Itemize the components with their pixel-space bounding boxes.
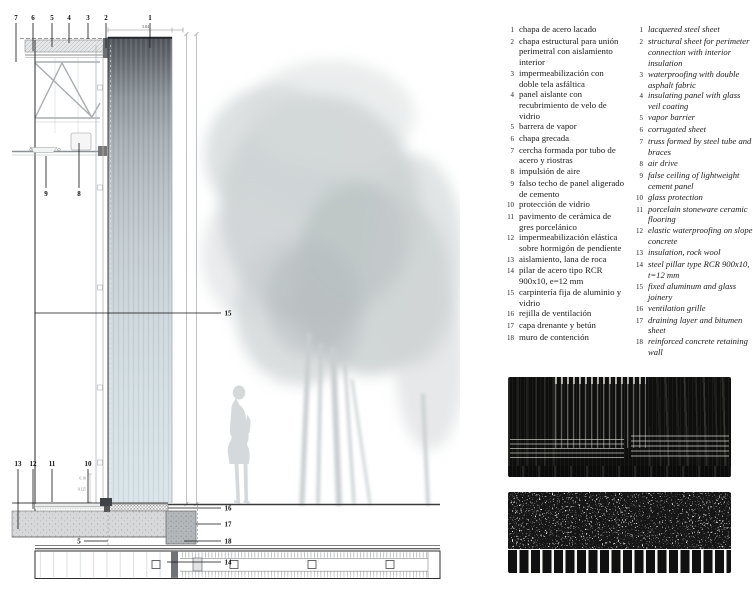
legend-item-es-1 (503, 24, 625, 36)
legend-item-text: reinforced concrete retaining wall (648, 336, 748, 358)
legend-item-number: 5 (639, 114, 643, 123)
legend-item-number: 8 (510, 168, 514, 177)
callout-number-18: 18 (224, 537, 232, 546)
legend-item-text: draining layer and bitumen sheet (648, 314, 743, 336)
callout-number-3: 3 (86, 14, 90, 22)
legend-item-es-4 (503, 89, 625, 121)
floor-slab (12, 511, 168, 537)
legend-item-number: 4 (639, 92, 643, 101)
legend-column-en (632, 24, 753, 358)
legend-item-text: protección de vidrio (519, 199, 590, 210)
legend-item-en-6 (632, 124, 753, 136)
legend-item-en-10 (632, 192, 753, 204)
roof-truss (35, 62, 100, 118)
legend-item-text: impermeabilización con doble tela asfáltica (519, 67, 604, 89)
legend-item-number: 3 (639, 70, 643, 79)
legend-item-text: impulsión de aire (519, 166, 581, 177)
legend-item-number: 7 (510, 146, 514, 155)
legend-item-number: 7 (639, 138, 643, 147)
legend-item-text: truss formed by steel tube and braces (648, 136, 752, 157)
legend-item-text: muro de contención (519, 331, 589, 342)
callout-number-8: 8 (77, 190, 81, 198)
legend-item-number: 14 (507, 267, 514, 276)
callout-number-9: 9 (44, 190, 48, 198)
legend-item-number: 6 (639, 126, 643, 135)
callout-number-16: 16 (224, 504, 232, 513)
legend-item-text: chapa de acero lacado (519, 24, 597, 34)
legend-item-en-11 (632, 204, 753, 226)
legend-item-es-17 (503, 320, 625, 332)
legend-item-text: ventilation grille (648, 302, 706, 313)
legend-item-number: 8 (639, 159, 643, 168)
legend-item-text: glass protection (648, 191, 703, 202)
legend-item-en-7 (632, 136, 753, 158)
callout-number-14: 14 (224, 558, 232, 567)
legend-item-en-12 (632, 225, 753, 247)
dim-top-width-label: 3.84 (141, 24, 150, 30)
legend-item-number: 12 (636, 227, 643, 236)
legend-item-text: corrugated sheet (648, 124, 706, 135)
legend-item-en-13 (632, 247, 753, 259)
legend-item-es-14 (503, 265, 625, 286)
legend-item-number: 18 (507, 333, 514, 342)
legend-item-text: panel aislante con recubrimiento de velo de vidrio (519, 89, 607, 121)
legend-item-en-4 (632, 90, 753, 112)
legend-item-number: 14 (636, 261, 643, 270)
legend-item-text: rejilla de ventilación (519, 308, 592, 319)
legend-item-number: 10 (507, 201, 514, 210)
callout-number-11: 11 (48, 460, 56, 468)
legend-item-number: 17 (636, 316, 643, 325)
legend-item-text: insulation, rock wool (648, 247, 721, 258)
legend-column-es (503, 24, 625, 343)
callout-number-4: 4 (67, 14, 71, 22)
legend-item-es-3 (503, 68, 625, 89)
legend-item-number: 10 (636, 193, 643, 202)
legend-item-en-2 (632, 36, 753, 69)
air-duct (71, 133, 91, 150)
legend-item-en-5 (632, 112, 753, 124)
legend-item-text: chapa grecada (519, 133, 570, 144)
legend-item-en-17 (632, 315, 753, 337)
facade-charcoal-image-2 (508, 492, 731, 573)
legend-item-text: false ceiling of lightweight cement panel (648, 169, 740, 191)
legend-item-en-16 (632, 303, 753, 315)
legend-item-es-12 (503, 232, 625, 253)
legend-item-es-15 (503, 287, 625, 308)
legend-item-text: elastic waterproofing on slope concrete (648, 225, 753, 247)
legend-item-number: 11 (636, 205, 643, 214)
callout-number-10: 10 (84, 460, 92, 468)
legend-item-number: 1 (510, 26, 514, 34)
legend-item-en-1 (632, 24, 753, 36)
legend-item-es-6 (503, 133, 625, 145)
person-silhouette (228, 386, 251, 504)
legend-item-es-7 (503, 145, 625, 166)
legend-item-en-9 (632, 170, 753, 192)
legend-item-number: 5 (510, 123, 514, 132)
legend-item-text: chapa estructural para unión perimetral con aislamiento interior (519, 35, 619, 68)
dimension-base (88, 474, 92, 502)
legend-item-number: 2 (510, 37, 514, 46)
legend-item-text: carpintería fija de aluminio y vidrio (519, 286, 622, 308)
legend-item-es-16 (503, 308, 625, 320)
legend-item-es-13 (503, 254, 625, 266)
dim-base-level-1: 0.10 (79, 476, 86, 481)
legend-item-text: aislamiento, lana de roca (519, 253, 607, 264)
legend-item-text: waterproofing with double asphalt fabric (648, 68, 740, 90)
legend-item-number: 16 (507, 310, 514, 319)
callout-number-12: 12 (29, 460, 37, 468)
steel-pillar-plan (308, 561, 316, 569)
legend-item-en-3 (632, 69, 753, 91)
charcoal-column-shading (508, 492, 731, 549)
legend-item-number: 15 (507, 288, 514, 297)
legend-item-text: pilar de acero tipo RCR 900x10, e=12 mm (519, 265, 603, 287)
legend-item-text: capa drenante y betún (519, 319, 596, 330)
legend-item-text: fixed aluminum and glass joinery (648, 280, 737, 302)
legend-item-es-11 (503, 211, 625, 232)
legend-item-number: 6 (510, 135, 514, 144)
legend-item-text: vapor barrier (648, 112, 696, 123)
legend-item-text: steel pillar type RCR 900x10, t=12 mm (648, 259, 750, 280)
legend-item-es-5 (503, 121, 625, 133)
legend-item-number: 3 (510, 69, 514, 78)
callout-number-6: 6 (31, 14, 35, 22)
legend-item-en-14 (632, 259, 753, 281)
legend-item-text: structural sheet for perimeter connection with interior insulation (648, 35, 750, 68)
callout-number-5: 5 (77, 537, 81, 546)
retaining-wall-footing (166, 511, 196, 544)
legend-item-es-2 (503, 36, 625, 68)
legend-item-number: 12 (507, 234, 514, 243)
steel-pillar-plan (152, 561, 160, 569)
callout-number-2: 2 (104, 14, 108, 22)
legend-item-es-9 (503, 178, 625, 199)
legend-item-text: porcelain stoneware ceramic flooring (648, 203, 748, 225)
legend-item-es-10 (503, 199, 625, 211)
legend-item-text: impermeabilización elástica sobre hormigón de pendiente (519, 232, 622, 254)
legend-item-en-18 (632, 336, 753, 358)
callout-number-5: 5 (50, 14, 54, 22)
legend-item-number: 15 (636, 282, 643, 291)
legend-item-es-18 (503, 332, 625, 344)
legend-item-text: falso techo de panel aligerado de cemento (519, 177, 625, 199)
facade-charcoal-image-1 (508, 377, 731, 477)
legend-item-en-15 (632, 281, 753, 303)
legend-item-text: lacquered steel sheet (648, 24, 720, 34)
legend-item-number: 13 (636, 249, 643, 258)
charcoal-bottom-bars (508, 550, 731, 573)
legend-item-number: 16 (636, 304, 643, 313)
legend-item-text: cercha formada por tubo de acero y riostras (519, 144, 616, 166)
legend-item-text: barrera de vapor (519, 121, 577, 132)
legend-item-text: insulating panel with glass veil coating (648, 90, 741, 112)
callout-number-13: 13 (14, 460, 22, 468)
steel-pillar-plan (386, 561, 394, 569)
charcoal-veil (508, 377, 731, 477)
legend-item-number: 4 (510, 91, 514, 100)
dimension-right (185, 32, 199, 506)
legend-item-number: 9 (510, 179, 514, 188)
legend-item-number: 18 (636, 338, 643, 347)
legend-item-en-8 (632, 158, 753, 170)
roof-slab (20, 39, 112, 58)
callout-number-7: 7 (14, 14, 18, 22)
callout-number-1: 1 (148, 14, 152, 22)
legend-item-number: 11 (507, 212, 514, 221)
legend-item-number: 1 (639, 26, 643, 34)
legend-item-text: air drive (648, 157, 678, 168)
legend-item-number: 17 (507, 321, 514, 330)
legend-item-number: 2 (639, 37, 643, 46)
legend-item-text: pavimento de cerámica de gres porcelánico (519, 210, 612, 232)
callout-number-17: 17 (224, 520, 232, 529)
callout-number-15: 15 (224, 309, 232, 318)
ventilation-grille-strip (108, 504, 168, 511)
legend-item-number: 9 (639, 171, 643, 180)
legend-item-es-8 (503, 166, 625, 178)
legend-item-number: 13 (507, 255, 514, 264)
facade-panel (108, 37, 172, 503)
dim-base-level-2: 0.125 (77, 487, 86, 492)
plan-strip (35, 551, 440, 579)
false-ceiling (12, 133, 107, 156)
